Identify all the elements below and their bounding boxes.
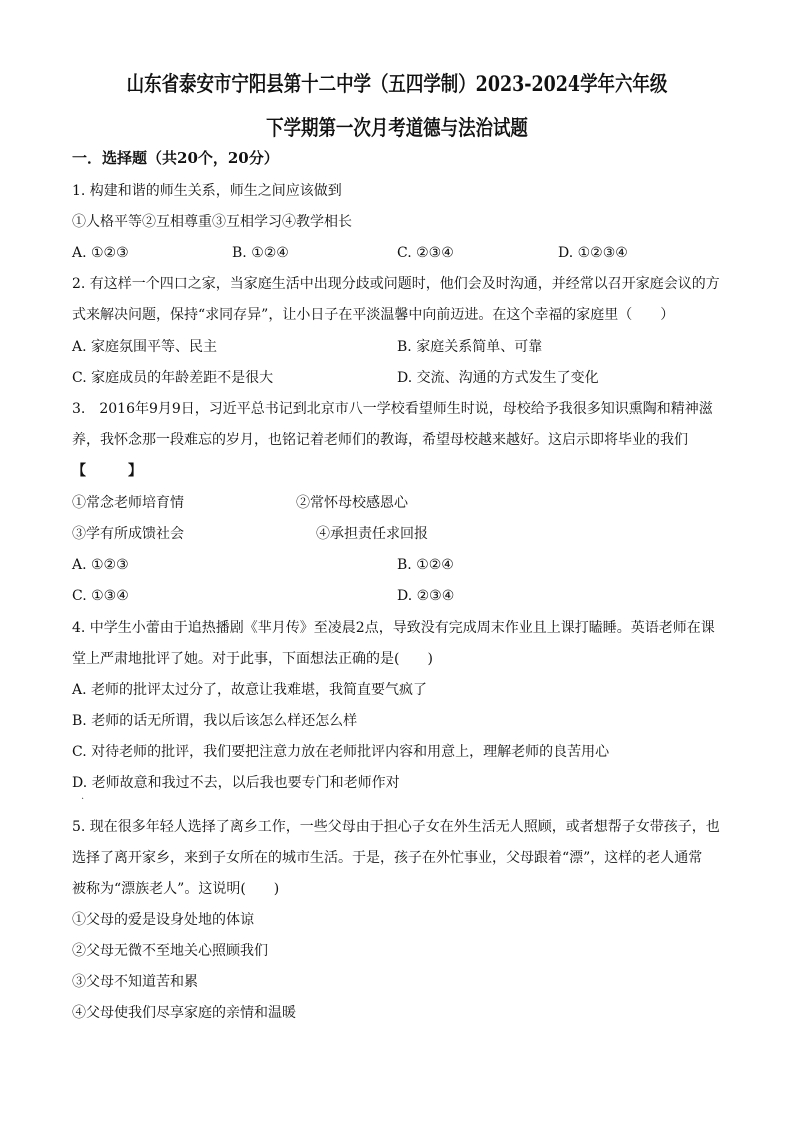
title-line-2: 下学期第一次月考道德与法治试题 bbox=[266, 115, 528, 140]
title-line-1: 山东省泰安市宁阳县第十二中学（五四学制）2023-2024学年六年级 bbox=[126, 71, 668, 96]
q3-option-c: C. ①③④ bbox=[72, 588, 129, 604]
q3-stem-line2: 养，我怀念那一段难忘的岁月，也铭记着老师们的教诲，希望母校越来越好。这启示即将毕业的我们 bbox=[72, 432, 688, 448]
q2-option-c: C. 家庭成员的年龄差距不是很大 bbox=[72, 370, 274, 386]
q4-option-c: C. 对待老师的批评，我们要把注意力放在老师批评内容和用意上，理解老师的良苦用心 bbox=[72, 744, 610, 760]
q4-option-a: A. 老师的批评太过分了，故意让我难堪，我简直要气疯了 bbox=[72, 682, 428, 698]
q3-stem: 3. 2016年9月9日，习近平总书记到北京市八一学校看望师生时说，母校给予我很多知识熏陶和精神滋 bbox=[72, 401, 713, 417]
q5-choice-4: ④父母使我们尽享家庭的亲情和温暖 bbox=[72, 1005, 296, 1021]
q4-stem-line2: 堂上严肃地批评了她。对于此事，下面想法正确的是( ) bbox=[72, 651, 433, 667]
q5-choice-2: ②父母无微不至地关心照顾我们 bbox=[72, 943, 268, 959]
q1-option-d: D. ①②③④ bbox=[558, 245, 628, 261]
q1-option-a: A. ①②③ bbox=[72, 245, 129, 261]
q1-option-c: C. ②③④ bbox=[397, 245, 454, 261]
q5-choice-3: ③父母不知道苦和累 bbox=[72, 974, 198, 990]
q3-choice-1: ①常念老师培育情 bbox=[72, 495, 184, 511]
q5-stem: 5. 现在很多年轻人选择了离乡工作，一些父母由于担心子女在外生活无人照顾，或者想帮子女带孩子，也 bbox=[72, 819, 720, 835]
q5-stem-line3: 被称为“漂族老人”。这说明( ) bbox=[72, 881, 280, 897]
section-heading: 一．选择题（共20个，20分） bbox=[72, 149, 279, 167]
q2-stem-line2: 式来解决问题，保持“求同存异”，让小日子在平淡温馨中向前迈进。在这个幸福的家庭里（ ） bbox=[72, 307, 675, 323]
q4-option-b: B. 老师的话无所谓，我以后该怎么样还怎么样 bbox=[72, 713, 358, 729]
q5-stem-line2: 选择了离开家乡，来到子女所在的城市生活。于是，孩子在外忙事业，父母跟着“漂”，这样的老人通常 bbox=[72, 850, 703, 866]
q3-choice-2: ②常怀母校感恩心 bbox=[296, 495, 408, 511]
q3-option-d: D. ②③④ bbox=[397, 588, 455, 604]
q5-choice-1: ①父母的爱是设身处地的体谅 bbox=[72, 912, 254, 928]
q1-stem-line2: ①人格平等②互相尊重③互相学习④教学相长 bbox=[72, 214, 352, 230]
q3-option-b: B. ①②④ bbox=[397, 557, 454, 573]
q2-stem: 2. 有这样一个四口之家，当家庭生活中出现分歧或问题时，他们会及时沟通，并经常以召开家庭会议的方 bbox=[72, 276, 720, 292]
q1-option-b: B. ①②④ bbox=[232, 245, 289, 261]
q4-option-d: D. 老师故意和我过不去，以后我也要专门和老师作对 bbox=[72, 775, 400, 791]
q4-stem: 4. 中学生小蕾由于追热播剧《芈月传》至凌晨2点，导致没有完成周末作业且上课打瞌睡。英语老师在课 bbox=[72, 620, 715, 636]
q2-option-d: D. 交流、沟通的方式发生了变化 bbox=[397, 370, 599, 386]
stray-dot-mark: · bbox=[81, 794, 85, 805]
q2-option-b: B. 家庭关系简单、可靠 bbox=[397, 339, 543, 355]
q1-stem: 1. 构建和谐的师生关系，师生之间应该做到 bbox=[72, 183, 342, 199]
q3-choice-3: ③学有所成馈社会 bbox=[72, 526, 184, 542]
q3-option-a: A. ①②③ bbox=[72, 557, 129, 573]
q3-answer-bracket: 【 】 bbox=[72, 463, 142, 479]
q3-choice-4: ④承担责任求回报 bbox=[316, 526, 428, 542]
q2-option-a: A. 家庭氛围平等、民主 bbox=[72, 339, 218, 355]
